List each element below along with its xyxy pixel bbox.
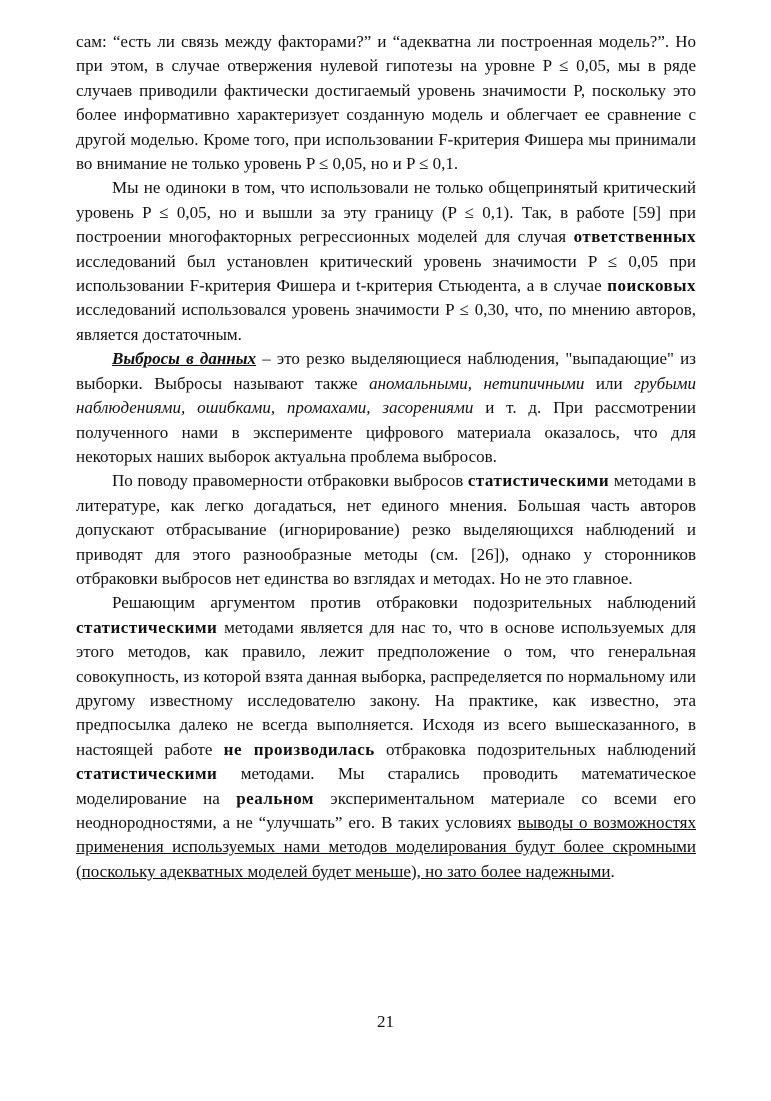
underlined-conclusion: выводы о возможностях применения используемых нами методов моделирования будут более скромными (поскольку адекватных моделей будет меньше), но зато более надежными <box>76 813 696 881</box>
paragraph-5-text-e: отбраковка подозрительных наблюдений <box>374 739 696 759</box>
italic-terms-2: грубыми наблюдениями, ошибками, промахами, засорениями <box>76 373 696 418</box>
paragraph-5-text-c: методами является для нас то, что в основе используемых для этого методов, как правило, лежит предположение о том, что генеральная совокупность, из которой взята данная выборка, распределяется по нормальному или другому известному исследователю закону. На практике, как известно, эта предпосылка далеко не всегда выполняется. Исходя из всего вышесказанного, в настоящей работе <box>76 617 696 759</box>
paragraph-3-text-c: или <box>584 373 635 393</box>
bold-term-not-performed: не производилась <box>223 739 375 759</box>
term-outliers: Выбросы в данных <box>112 349 257 369</box>
paragraph-3 <box>76 347 696 469</box>
bold-term-exploratory: поисковых <box>607 276 696 296</box>
paragraph-5-text-i: экспериментальном материале со всеми его неоднородностями, а не “улучшать” его. В таких условиях <box>76 788 696 832</box>
paragraph-2-text-c: исследований был установлен критический уровень значимости P ≤ 0,05 при использовании F-критерия Фишера и t-критерия Стьюдента, а в случае <box>76 251 696 296</box>
paragraph-5-text-k: . <box>610 861 615 881</box>
paragraph-1 <box>76 30 696 176</box>
bold-term-real: реальном <box>236 788 314 808</box>
bold-term-responsible: ответственных <box>573 227 696 247</box>
paragraph-2-text-e: исследований использовался уровень значимости P ≤ 0,30, что, по мнению авторов, является достаточным. <box>76 300 696 344</box>
bold-term-statistical-2: статистическими <box>76 617 218 637</box>
paragraph-5 <box>76 591 696 884</box>
paragraph-3-text-e: и т. д. При рассмотрении полученного нами в эксперименте цифрового материала оказалось, что для некоторых наших выборок актуальна проблема выбросов. <box>76 398 696 466</box>
paragraph-4-text-a: По поводу правомерности отбраковки выбросов <box>112 471 468 491</box>
paragraph-5-text-g: методами. Мы старались проводить математическое моделирование на <box>76 764 696 808</box>
paragraph-4-text-c: методами в литературе, как легко догадаться, нет единого мнения. Большая часть авторов допускают отбрасывание (игнорирование) резко выделяющихся наблюдений и приводят для этого разнообразные методы (см. [26]), однако у сторонников отбраковки выбросов нет единства во взглядах и методах. Но не это главное. <box>76 471 696 588</box>
bold-term-statistical-3: статистическими <box>76 764 218 784</box>
paragraph-2-text-a: Мы не одиноки в том, что использовали не только общепринятый критический уровень P ≤ 0,05, но и вышли за эту границу (P ≤ 0,1). Так, в работе [59] при построении многофакторных регрессионных моделей для случая <box>76 178 696 247</box>
paragraph-2 <box>76 176 696 347</box>
page-number: 21 <box>377 1012 394 1031</box>
paragraph-4 <box>76 469 696 591</box>
paragraph-1-text: сам: “есть ли связь между факторами?” и “адекватна ли построенная модель?”. Но при этом, в случае отвержения нулевой гипотезы на уровне P ≤ 0,05, мы в ряде случаев приводили фактически достигаемый уровень значимости P, поскольку это более информативно характеризует созданную модель и облегчает ее сравнение с другой моделью. Кроме того, при использовании F-критерия Фишера мы принимали во внимание не только уровень P ≤ 0,05, но и P ≤ 0,1. <box>76 32 696 174</box>
paragraph-3-text-a: – это резко выделяющиеся наблюдения, "выпадающие" из выборки. Выбросы называют также <box>76 349 696 393</box>
bold-term-statistical-1: статистическими <box>467 471 610 491</box>
page-body <box>76 30 696 884</box>
italic-terms-1: аномальными, нетипичными <box>369 373 585 393</box>
paragraph-5-text-a: Решающим аргументом против отбраковки подозрительных наблюдений <box>112 593 696 613</box>
